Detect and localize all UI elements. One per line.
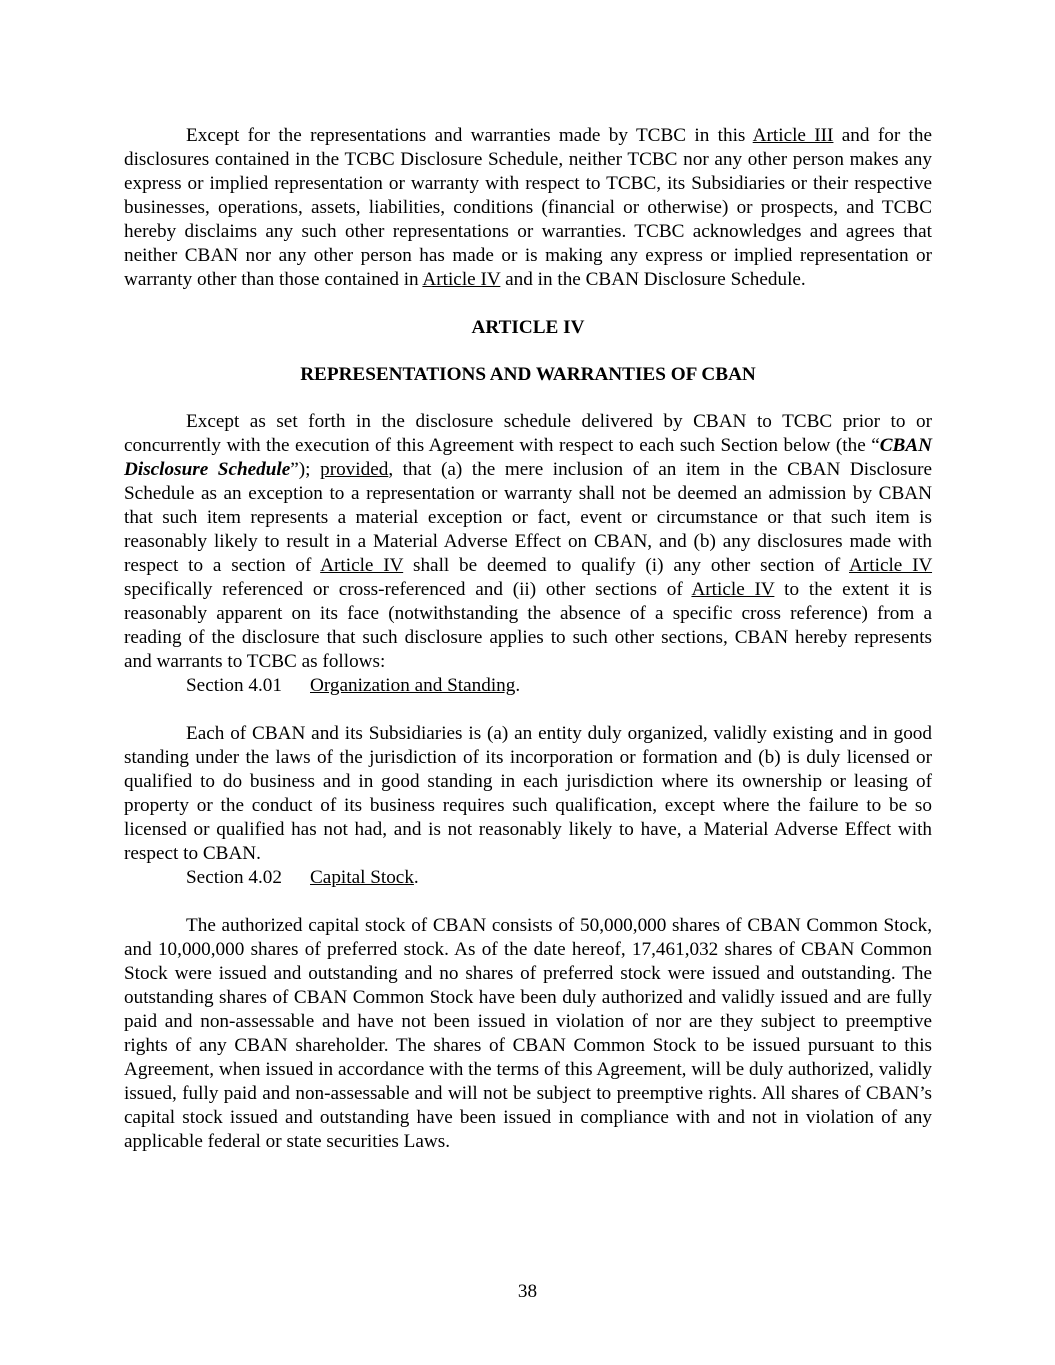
section-title: Organization and Standing xyxy=(310,675,516,696)
intro-paragraph: Except for the representations and warranties made by TCBC in this Article III and for the disclosures contained in the TCBC Disclosure Schedule, neither TCBC nor any other person makes any express or implied representation or warranty with respect to TCBC, its Subsidiaries or their respective businesses, operations, assets, liabilities, conditions (financial or otherwise) or prospects, and TCBC hereby disclaims any such other representations or warranties. TCBC acknowledges and agrees that neither CBAN nor any other person has made or is making any express or implied representation or warranty other than those contained in Article IV and in the CBAN Disclosure Schedule. xyxy=(124,125,932,290)
defined-term: CBAN Disclosure Schedule xyxy=(124,435,932,480)
article-iv-reference: Article IV xyxy=(320,555,404,576)
article-title: ARTICLE IV xyxy=(471,317,585,338)
article-iv-reference: Article IV xyxy=(849,555,933,576)
section-number: Section 4.01 xyxy=(186,675,282,696)
article-iv-reference: Article IV xyxy=(422,269,501,290)
section-title: Capital Stock xyxy=(310,867,414,888)
section-number: Section 4.02 xyxy=(186,867,282,888)
section-4-01-body: Each of CBAN and its Subsidiaries is (a) an entity duly organized, validly existing and in good standing under the laws of the jurisdiction of its incorporation or formation and (b) is duly licensed or qualified to do business and in good standing in each jurisdiction where its ownership or leasing of property or the conduct of its business requires such qualification, except where the failure to be so licensed or qualified has not had, and is not reasonably likely to have, a Material Adverse Effect with respect to CBAN. xyxy=(124,723,932,864)
section-4-01-heading: Section 4.01 Organization and Standing. xyxy=(186,675,521,696)
section-4-02-heading: Section 4.02 Capital Stock. xyxy=(186,867,419,888)
article-subtitle: REPRESENTATIONS AND WARRANTIES OF CBAN xyxy=(300,364,756,385)
document-page xyxy=(124,124,932,1154)
provided-term: provided xyxy=(320,459,389,480)
article-iv-reference: Article IV xyxy=(691,579,775,600)
page-number: 38 xyxy=(517,1281,538,1302)
preamble-paragraph: Except as set forth in the disclosure schedule delivered by CBAN to TCBC prior to or concurrently with the execution of this Agreement with respect to each such Section below (the “CBAN Disclosure Schedule”); provided, that (a) the mere inclusion of an item in the CBAN Disclosure Schedule as an exception to a representation or warranty shall not be deemed an admission by CBAN that such item represents a material exception or fact, event or circumstance or that such item is reasonably likely to result in a Material Adverse Effect on CBAN, and (b) any disclosures made with respect to a section of Article IV shall be deemed to qualify (i) any other section of Article IV specifically referenced or cross-referenced and (ii) other sections of Article IV to the extent it is reasonably apparent on its face (notwithstanding the absence of a specific cross reference) from a reading of the disclosure that such disclosure applies to such other sections, CBAN hereby represents and warrants to TCBC as follows: xyxy=(124,411,933,672)
article-iii-reference: Article III xyxy=(752,125,834,146)
section-4-02-body: The authorized capital stock of CBAN consists of 50,000,000 shares of CBAN Common Stock, and 10,000,000 shares of preferred stock. As of the date hereof, 17,461,032 shares of CBAN Common Stock were issued and outstanding and no shares of preferred stock were issued and outstanding. The outstanding shares of CBAN Common Stock have been duly authorized and validly issued and are fully paid and non-assessable and have not been issued in violation of nor are they subject to preemptive rights of any CBAN shareholder. The shares of CBAN Common Stock to be issued pursuant to this Agreement, when issued in accordance with the terms of this Agreement, will be duly authorized, validly issued, fully paid and non-assessable and will not be subject to preemptive rights. All shares of CBAN’s capital stock issued and outstanding have been issued in compliance with and not in violation of any applicable federal or state securities Laws. xyxy=(124,915,932,1152)
